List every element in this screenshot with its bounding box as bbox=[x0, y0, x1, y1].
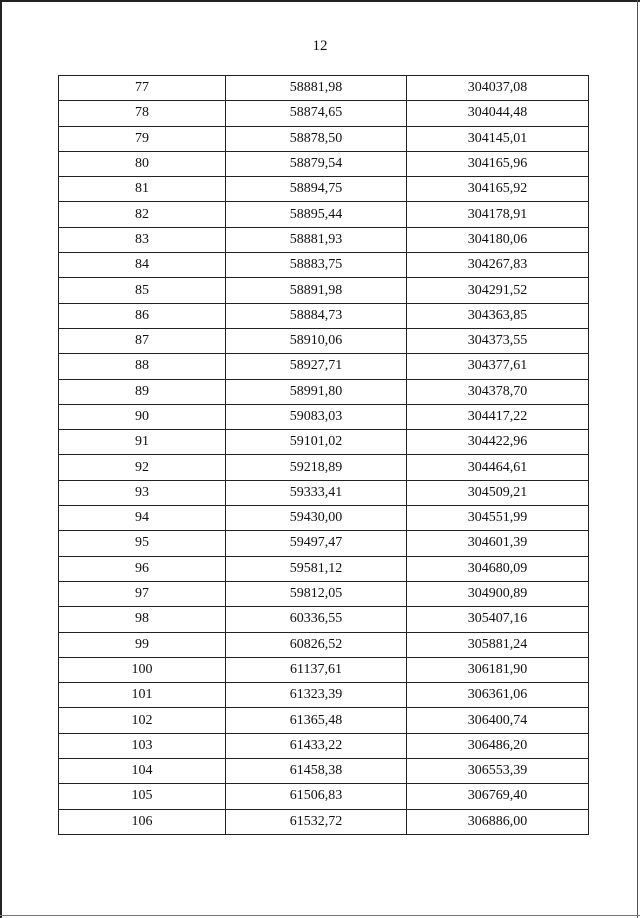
y-coordinate-cell: 304037,08 bbox=[407, 76, 589, 101]
table-row bbox=[59, 708, 589, 733]
point-number-cell: 99 bbox=[59, 632, 226, 657]
x-coordinate-cell: 59083,03 bbox=[226, 404, 407, 429]
y-coordinate-cell: 304422,96 bbox=[407, 430, 589, 455]
point-number-cell: 77 bbox=[59, 76, 226, 101]
table-row bbox=[59, 101, 589, 126]
x-coordinate-cell: 58991,80 bbox=[226, 379, 407, 404]
table-row bbox=[59, 151, 589, 176]
y-coordinate-cell: 306886,00 bbox=[407, 809, 589, 834]
x-coordinate-cell: 58884,73 bbox=[226, 303, 407, 328]
y-coordinate-cell: 306181,90 bbox=[407, 657, 589, 682]
table-row bbox=[59, 253, 589, 278]
coordinates-table bbox=[58, 75, 589, 835]
table-row bbox=[59, 202, 589, 227]
point-number-cell: 90 bbox=[59, 404, 226, 429]
y-coordinate-cell: 306400,74 bbox=[407, 708, 589, 733]
point-number-cell: 104 bbox=[59, 759, 226, 784]
table-row bbox=[59, 809, 589, 834]
y-coordinate-cell: 304373,55 bbox=[407, 328, 589, 353]
table-row bbox=[59, 430, 589, 455]
table-row bbox=[59, 657, 589, 682]
point-number-cell: 86 bbox=[59, 303, 226, 328]
point-number-cell: 87 bbox=[59, 328, 226, 353]
table-row bbox=[59, 733, 589, 758]
table-row bbox=[59, 607, 589, 632]
y-coordinate-cell: 306361,06 bbox=[407, 683, 589, 708]
x-coordinate-cell: 61506,83 bbox=[226, 784, 407, 809]
page-number: 12 bbox=[312, 38, 328, 54]
x-coordinate-cell: 58895,44 bbox=[226, 202, 407, 227]
point-number-cell: 78 bbox=[59, 101, 226, 126]
y-coordinate-cell: 304291,52 bbox=[407, 278, 589, 303]
table-row bbox=[59, 278, 589, 303]
y-coordinate-cell: 304178,91 bbox=[407, 202, 589, 227]
point-number-cell: 83 bbox=[59, 227, 226, 252]
y-coordinate-cell: 304044,48 bbox=[407, 101, 589, 126]
point-number-cell: 96 bbox=[59, 556, 226, 581]
point-number-cell: 98 bbox=[59, 607, 226, 632]
x-coordinate-cell: 59218,89 bbox=[226, 455, 407, 480]
point-number-cell: 97 bbox=[59, 581, 226, 606]
y-coordinate-cell: 306769,40 bbox=[407, 784, 589, 809]
y-coordinate-cell: 304377,61 bbox=[407, 354, 589, 379]
point-number-cell: 103 bbox=[59, 733, 226, 758]
point-number-cell: 105 bbox=[59, 784, 226, 809]
table-row bbox=[59, 632, 589, 657]
x-coordinate-cell: 61137,61 bbox=[226, 657, 407, 682]
coordinates-table-body bbox=[59, 76, 589, 835]
table-row bbox=[59, 581, 589, 606]
point-number-cell: 91 bbox=[59, 430, 226, 455]
scan-border-right bbox=[637, 0, 638, 918]
table-row bbox=[59, 759, 589, 784]
y-coordinate-cell: 304145,01 bbox=[407, 126, 589, 151]
table-row bbox=[59, 480, 589, 505]
scan-border-bottom bbox=[0, 915, 640, 916]
table-row bbox=[59, 303, 589, 328]
table-row bbox=[59, 784, 589, 809]
y-coordinate-cell: 304509,21 bbox=[407, 480, 589, 505]
point-number-cell: 93 bbox=[59, 480, 226, 505]
x-coordinate-cell: 59430,00 bbox=[226, 506, 407, 531]
y-coordinate-cell: 306553,39 bbox=[407, 759, 589, 784]
table-row bbox=[59, 506, 589, 531]
x-coordinate-cell: 61458,38 bbox=[226, 759, 407, 784]
x-coordinate-cell: 58910,06 bbox=[226, 328, 407, 353]
x-coordinate-cell: 58878,50 bbox=[226, 126, 407, 151]
table-row bbox=[59, 455, 589, 480]
y-coordinate-cell: 304900,89 bbox=[407, 581, 589, 606]
y-coordinate-cell: 305407,16 bbox=[407, 607, 589, 632]
y-coordinate-cell: 304378,70 bbox=[407, 379, 589, 404]
x-coordinate-cell: 59581,12 bbox=[226, 556, 407, 581]
x-coordinate-cell: 61433,22 bbox=[226, 733, 407, 758]
table-row bbox=[59, 328, 589, 353]
x-coordinate-cell: 60826,52 bbox=[226, 632, 407, 657]
table-row bbox=[59, 379, 589, 404]
y-coordinate-cell: 304180,06 bbox=[407, 227, 589, 252]
table-row bbox=[59, 404, 589, 429]
y-coordinate-cell: 304267,83 bbox=[407, 253, 589, 278]
table-row bbox=[59, 531, 589, 556]
table-row bbox=[59, 126, 589, 151]
y-coordinate-cell: 304363,85 bbox=[407, 303, 589, 328]
table-row bbox=[59, 227, 589, 252]
table-row bbox=[59, 556, 589, 581]
x-coordinate-cell: 58927,71 bbox=[226, 354, 407, 379]
y-coordinate-cell: 304165,92 bbox=[407, 177, 589, 202]
y-coordinate-cell: 304464,61 bbox=[407, 455, 589, 480]
x-coordinate-cell: 59333,41 bbox=[226, 480, 407, 505]
x-coordinate-cell: 58874,65 bbox=[226, 101, 407, 126]
y-coordinate-cell: 304165,96 bbox=[407, 151, 589, 176]
y-coordinate-cell: 304680,09 bbox=[407, 556, 589, 581]
y-coordinate-cell: 304601,39 bbox=[407, 531, 589, 556]
point-number-cell: 88 bbox=[59, 354, 226, 379]
x-coordinate-cell: 58894,75 bbox=[226, 177, 407, 202]
point-number-cell: 81 bbox=[59, 177, 226, 202]
x-coordinate-cell: 58891,98 bbox=[226, 278, 407, 303]
point-number-cell: 106 bbox=[59, 809, 226, 834]
x-coordinate-cell: 59101,02 bbox=[226, 430, 407, 455]
point-number-cell: 100 bbox=[59, 657, 226, 682]
point-number-cell: 102 bbox=[59, 708, 226, 733]
y-coordinate-cell: 306486,20 bbox=[407, 733, 589, 758]
point-number-cell: 92 bbox=[59, 455, 226, 480]
point-number-cell: 79 bbox=[59, 126, 226, 151]
point-number-cell: 101 bbox=[59, 683, 226, 708]
point-number-cell: 82 bbox=[59, 202, 226, 227]
x-coordinate-cell: 59812,05 bbox=[226, 581, 407, 606]
point-number-cell: 94 bbox=[59, 506, 226, 531]
x-coordinate-cell: 61323,39 bbox=[226, 683, 407, 708]
table-row bbox=[59, 683, 589, 708]
x-coordinate-cell: 58879,54 bbox=[226, 151, 407, 176]
point-number-cell: 85 bbox=[59, 278, 226, 303]
x-coordinate-cell: 58883,75 bbox=[226, 253, 407, 278]
x-coordinate-cell: 61365,48 bbox=[226, 708, 407, 733]
x-coordinate-cell: 59497,47 bbox=[226, 531, 407, 556]
point-number-cell: 84 bbox=[59, 253, 226, 278]
scan-border-top bbox=[0, 0, 640, 2]
y-coordinate-cell: 304417,22 bbox=[407, 404, 589, 429]
point-number-cell: 80 bbox=[59, 151, 226, 176]
x-coordinate-cell: 60336,55 bbox=[226, 607, 407, 632]
scan-border-left bbox=[0, 0, 2, 918]
table-row bbox=[59, 354, 589, 379]
y-coordinate-cell: 304551,99 bbox=[407, 506, 589, 531]
point-number-cell: 95 bbox=[59, 531, 226, 556]
point-number-cell: 89 bbox=[59, 379, 226, 404]
x-coordinate-cell: 58881,98 bbox=[226, 76, 407, 101]
table-row bbox=[59, 177, 589, 202]
y-coordinate-cell: 305881,24 bbox=[407, 632, 589, 657]
table-row bbox=[59, 76, 589, 101]
x-coordinate-cell: 61532,72 bbox=[226, 809, 407, 834]
x-coordinate-cell: 58881,93 bbox=[226, 227, 407, 252]
